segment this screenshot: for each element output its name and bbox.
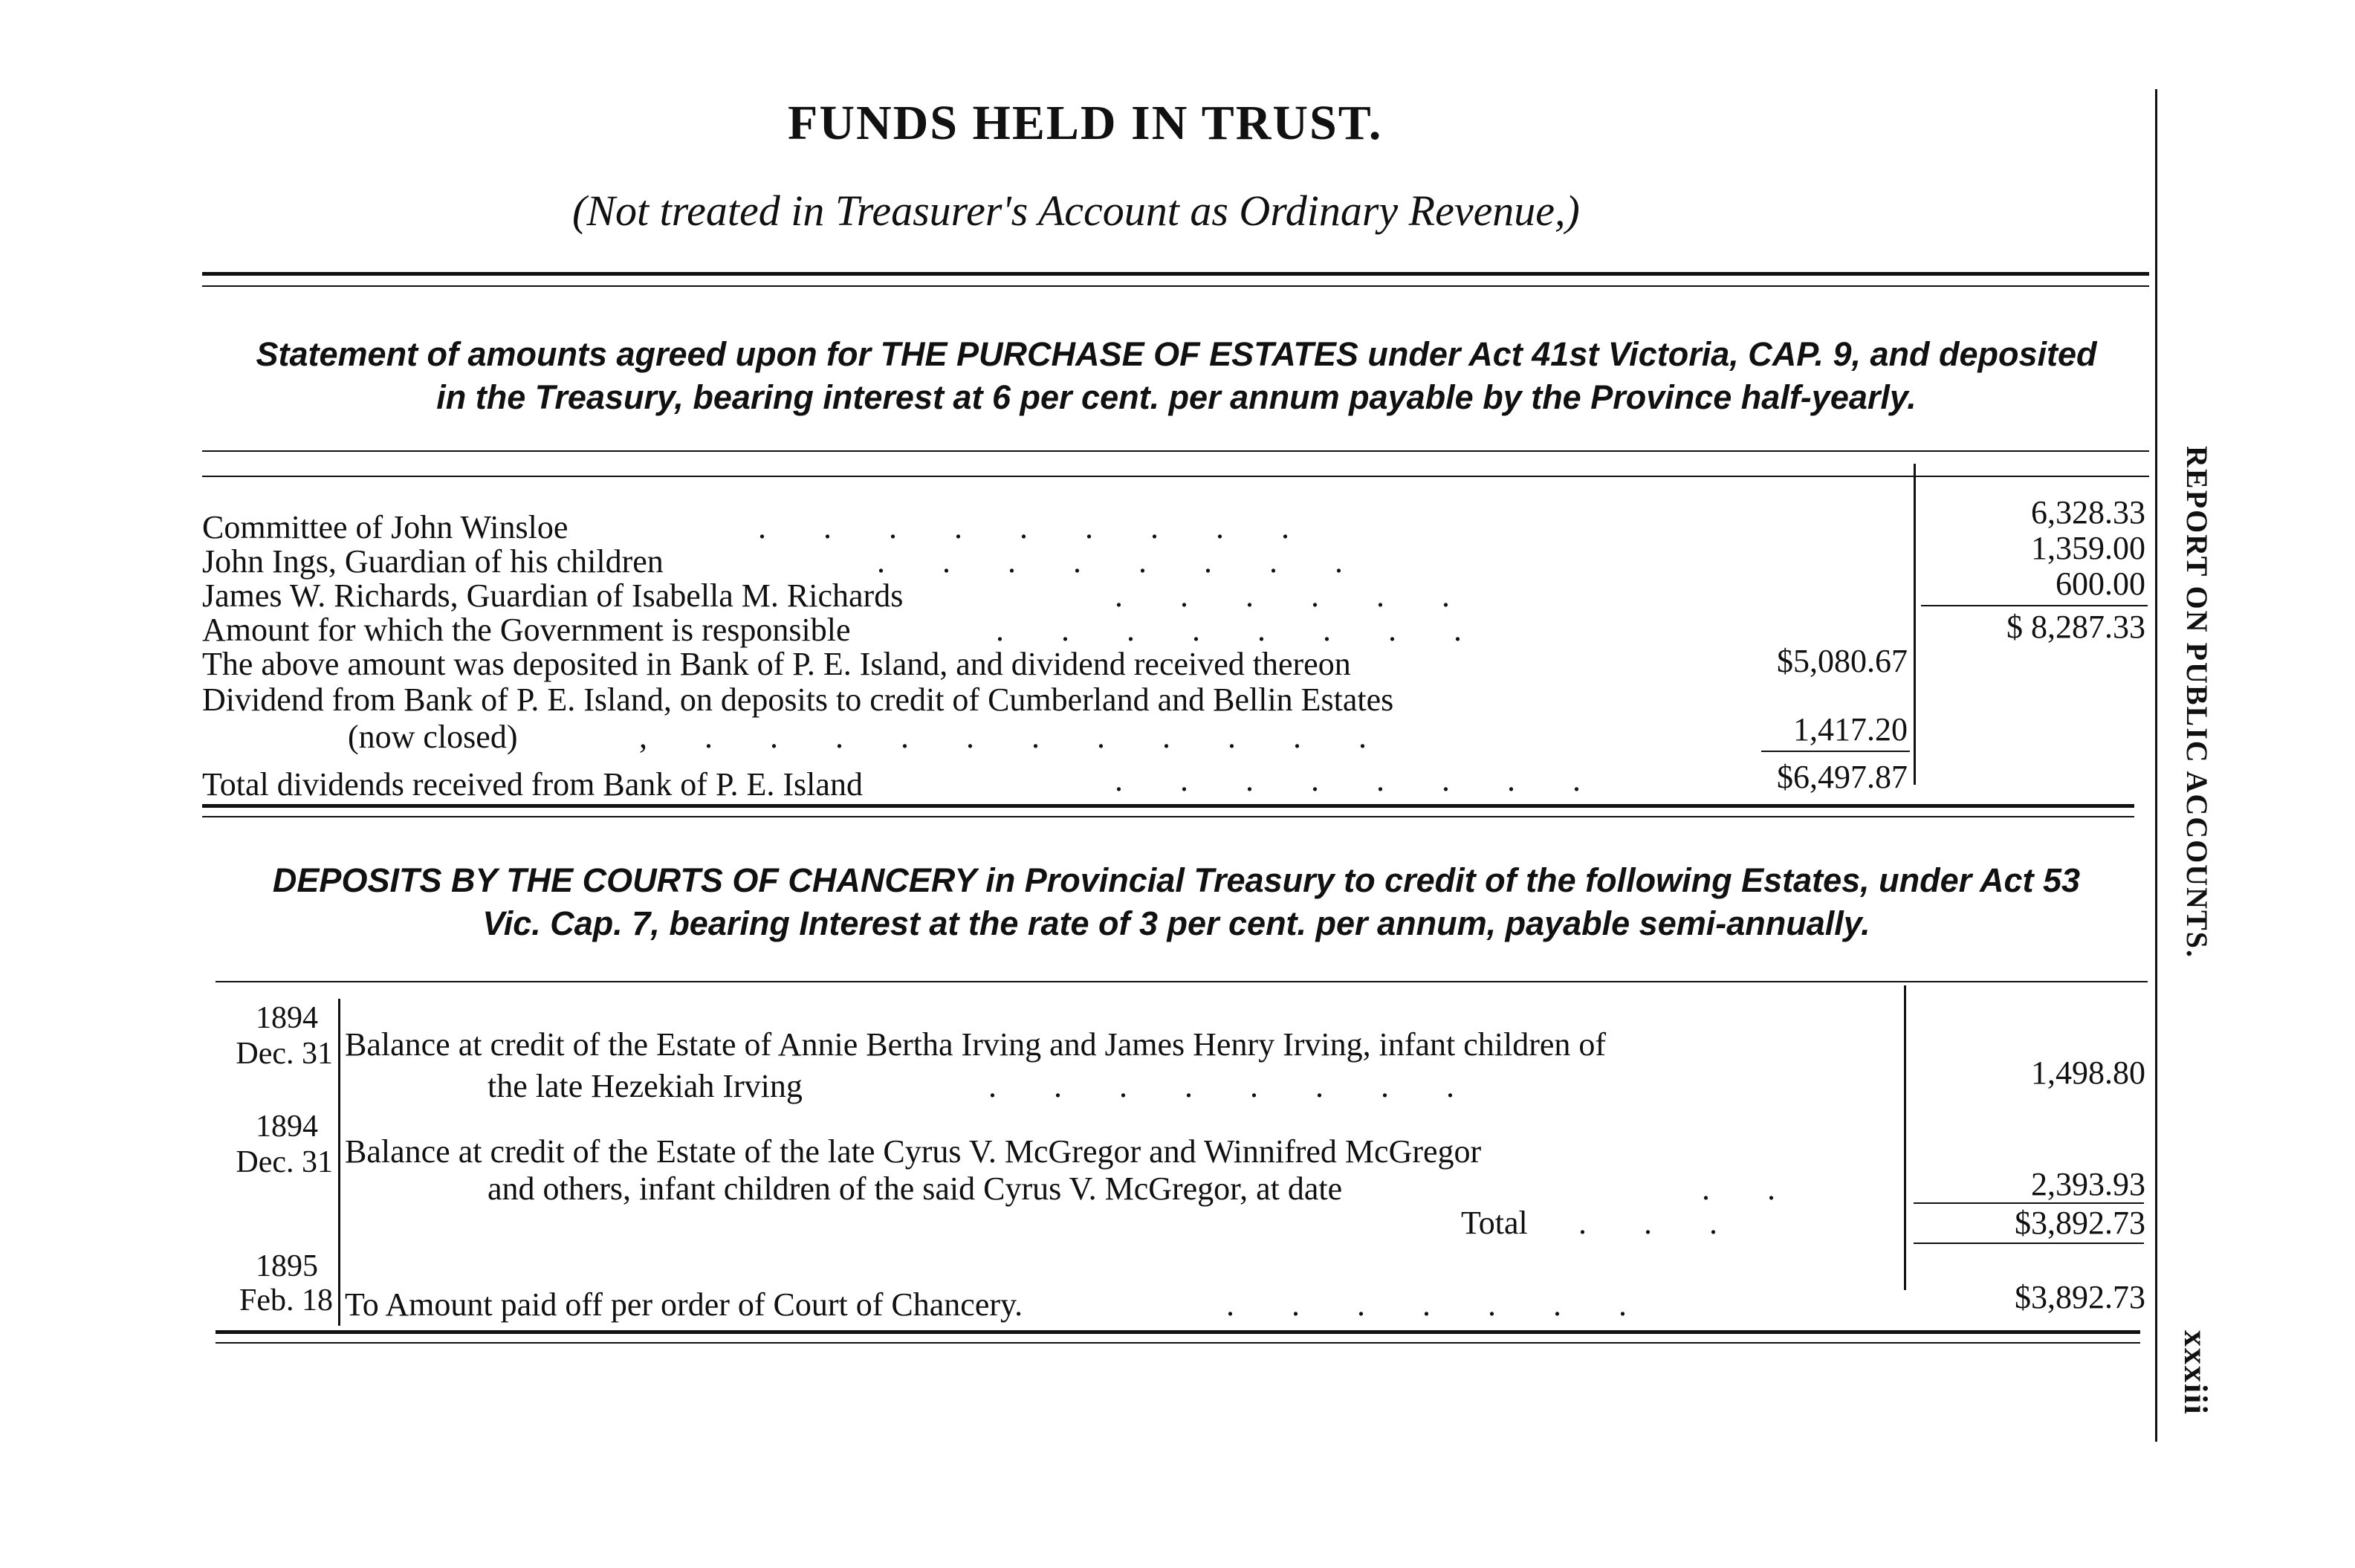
total-rule bbox=[1914, 1243, 2144, 1244]
page-subtitle: (Not treated in Treasurer's Account as Ordinary Revenue,) bbox=[572, 187, 1580, 235]
entry-line1: Balance at credit of the Estate of the late Cyrus V. McGregor and Winnifred McGregor bbox=[345, 1133, 1482, 1170]
payoff-year: 1895 bbox=[256, 1249, 318, 1283]
list-item-label: Committee of John Winsloe bbox=[202, 509, 568, 545]
margin-rule bbox=[2155, 89, 2157, 1442]
dividend-line1: Dividend from Bank of P. E. Island, on deposits to credit of Cumberland and Bellin Estates bbox=[202, 681, 1394, 718]
leader-dots: . . . bbox=[1578, 1205, 1717, 1241]
total-dividends-amount: $6,497.87 bbox=[1777, 759, 1908, 795]
list-item-label: John Ings, Guardian of his children bbox=[202, 543, 664, 580]
section1-top-rule bbox=[202, 272, 2149, 276]
page-number: xxxiii bbox=[2177, 1330, 2214, 1416]
amount-value: 6,328.33 bbox=[2031, 494, 2145, 531]
leader-dots: . . . . . . . . bbox=[996, 612, 1462, 648]
entry-date: Dec. 31 bbox=[236, 1037, 333, 1071]
list-item-label: James W. Richards, Guardian of Isabella M. Richards bbox=[202, 577, 904, 614]
deposit-amount: $5,080.67 bbox=[1777, 643, 1908, 679]
leader-dots: , . . . . . . . . . . . bbox=[639, 719, 1367, 755]
leader-dots: . . . . . . bbox=[1115, 577, 1450, 614]
leader-dots: . . . . . . . . bbox=[877, 543, 1343, 580]
section1-bottom-rule bbox=[202, 804, 2134, 808]
section1-column-divider bbox=[1914, 464, 1916, 785]
section2-date-divider bbox=[338, 999, 340, 1326]
leader-dots: . . bbox=[1702, 1170, 1775, 1207]
section1-heading-line1: Statement of amounts agreed upon for THE PURCHASE OF ESTATES under Act 41st Victoria, CAP. 9, and deposited bbox=[256, 335, 2097, 373]
section2-heading-line2: Vic. Cap. 7, bearing Interest at the rate of 3 per cent. per annum, payable semi-annually. bbox=[482, 904, 1870, 942]
dividend-amount: 1,417.20 bbox=[1793, 711, 1908, 748]
amount-value: 600.00 bbox=[2056, 566, 2145, 602]
entry-amount: 1,498.80 bbox=[2031, 1054, 2145, 1091]
entry-year: 1894 bbox=[256, 1109, 318, 1144]
leader-dots: . . . . . . . bbox=[1226, 1286, 1627, 1323]
section2-heading-line1: DEPOSITS BY THE COURTS OF CHANCERY in Provincial Treasury to credit of the following Estates, under Act 53 bbox=[272, 861, 2081, 899]
section1-bottom-rule-thin bbox=[202, 816, 2134, 817]
section1-heading-bottom-rule bbox=[202, 450, 2149, 452]
amount-total: $ 8,287.33 bbox=[2006, 609, 2145, 645]
total-label: Total bbox=[1461, 1205, 1528, 1241]
running-head: REPORT ON PUBLIC ACCOUNTS. bbox=[2180, 446, 2214, 959]
amount-value: 1,359.00 bbox=[2031, 530, 2145, 566]
leader-dots: . . . . . . . . bbox=[988, 1068, 1454, 1104]
total-dividends-label: Total dividends received from Bank of P. E. Island bbox=[202, 766, 863, 803]
entry-date: Dec. 31 bbox=[236, 1145, 333, 1179]
subtotal-rule bbox=[1921, 605, 2148, 606]
leader-dots: . . . . . . . . . bbox=[758, 509, 1289, 545]
entry-amount: 2,393.93 bbox=[2031, 1166, 2145, 1202]
entry-line2: and others, infant children of the said Cyrus V. McGregor, at date bbox=[487, 1170, 1343, 1207]
payoff-date: Feb. 18 bbox=[239, 1283, 333, 1318]
section2-heading-bottom-rule bbox=[216, 981, 2148, 982]
section1-top-rule-thin bbox=[202, 285, 2149, 287]
payoff-line: To Amount paid off per order of Court of Chancery. bbox=[345, 1286, 1023, 1323]
entry-year: 1894 bbox=[256, 1001, 318, 1035]
entry-line1: Balance at credit of the Estate of Annie Bertha Irving and James Henry Irving, infant children of bbox=[345, 1026, 1607, 1063]
section1-heading-line2: in the Treasury, bearing interest at 6 per cent. per annum payable by the Province half-yearly. bbox=[436, 378, 1917, 416]
list-item-label: Amount for which the Government is responsible bbox=[202, 612, 851, 648]
payoff-amount: $3,892.73 bbox=[2015, 1279, 2145, 1315]
entry-line2: the late Hezekiah Irving bbox=[487, 1068, 803, 1104]
page-title: FUNDS HELD IN TRUST. bbox=[788, 96, 1383, 150]
section2-amount-divider bbox=[1904, 985, 1906, 1290]
leader-dots: . . . . . . . . bbox=[1115, 762, 1581, 798]
deposit-line: The above amount was deposited in Bank of P. E. Island, and dividend received thereon bbox=[202, 646, 1351, 682]
section2-bottom-rule-thin bbox=[216, 1342, 2140, 1344]
section2-bottom-rule bbox=[216, 1330, 2140, 1334]
section1-heading-bottom-rule-2 bbox=[202, 476, 2149, 477]
dividend-line2: (now closed) bbox=[348, 719, 518, 755]
total-amount: $3,892.73 bbox=[2015, 1205, 2145, 1241]
dividend-sum-rule bbox=[1761, 751, 1910, 752]
